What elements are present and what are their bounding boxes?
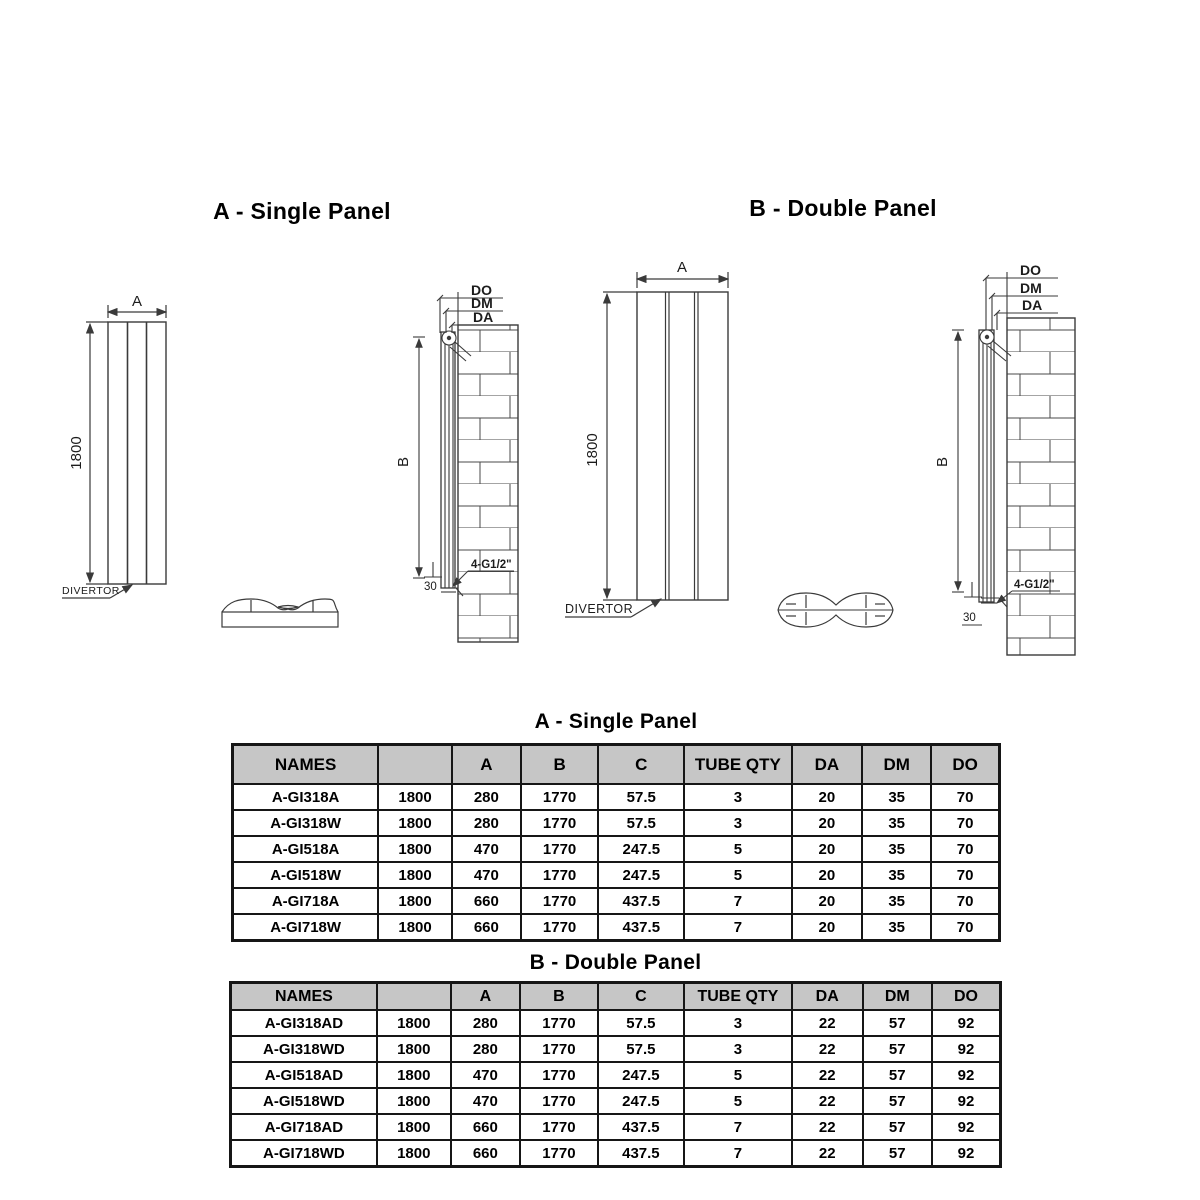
- table-cell: 70: [931, 862, 999, 888]
- table-cell: 20: [792, 914, 863, 941]
- table-row: [233, 810, 1000, 836]
- single-side-depth-label: B: [395, 456, 412, 468]
- table-cell: 70: [931, 784, 999, 810]
- table-cell: A-GI518A: [233, 836, 379, 862]
- table-cell: 3: [684, 1010, 792, 1036]
- double-thread-label: 4-G1/2": [1014, 579, 1055, 591]
- column-header: C: [598, 983, 684, 1011]
- table-row: [231, 1114, 1001, 1140]
- single-do-label: DO: [471, 282, 492, 298]
- table-cell: 3: [684, 810, 791, 836]
- table-cell: A-GI318AD: [231, 1010, 377, 1036]
- column-header: A: [451, 983, 520, 1011]
- double-offset-label: 30: [963, 612, 976, 624]
- table-cell: 20: [792, 810, 863, 836]
- table-cell: 57.5: [598, 1036, 684, 1062]
- table-cell: 70: [931, 810, 999, 836]
- single-divertor-label: DIVERTOR: [62, 585, 120, 597]
- table-cell: 92: [932, 1036, 1001, 1062]
- table-cell: 1770: [521, 888, 598, 914]
- table-cell: 5: [684, 1062, 792, 1088]
- table-cell: 1770: [520, 1088, 598, 1114]
- single-front-height-label: 1800: [68, 436, 85, 470]
- double-do-label: DO: [1020, 262, 1041, 278]
- table-cell: 57: [863, 1114, 932, 1140]
- table-cell: 92: [932, 1088, 1001, 1114]
- column-header: TUBE QTY: [684, 983, 792, 1011]
- table-row: [233, 888, 1000, 914]
- column-header: NAMES: [231, 983, 377, 1011]
- table-cell: 1770: [520, 1140, 598, 1167]
- table-row: [233, 862, 1000, 888]
- table-cell: 20: [792, 836, 863, 862]
- table-cell: 660: [451, 1114, 520, 1140]
- table-cell: 35: [862, 784, 931, 810]
- table-cell: 35: [862, 810, 931, 836]
- column-header: A: [452, 745, 521, 785]
- table-cell: A-GI518W: [233, 862, 379, 888]
- table-cell: 470: [452, 862, 521, 888]
- table-cell: 7: [684, 1114, 792, 1140]
- table-cell: 660: [452, 888, 521, 914]
- table-cell: 437.5: [598, 888, 684, 914]
- table-cell: 1770: [520, 1036, 598, 1062]
- table-cell: 1800: [377, 1140, 451, 1167]
- single-panel-table-title: A - Single Panel: [534, 710, 698, 733]
- table-cell: 57.5: [598, 810, 684, 836]
- single-thread-label: 4-G1/2": [471, 559, 512, 571]
- table-cell: 57: [863, 1088, 932, 1114]
- table-row: [231, 1140, 1001, 1167]
- table-cell: 57: [863, 1140, 932, 1167]
- table-cell: A-GI518AD: [231, 1062, 377, 1088]
- table-cell: 280: [451, 1036, 520, 1062]
- table-cell: A-GI318WD: [231, 1036, 377, 1062]
- table-cell: 247.5: [598, 836, 684, 862]
- table-cell: A-GI718AD: [231, 1114, 377, 1140]
- table-cell: 57: [863, 1062, 932, 1088]
- single-dm-label: DM: [471, 295, 493, 311]
- table-cell: 1800: [378, 784, 452, 810]
- table-cell: 35: [862, 914, 931, 941]
- table-cell: 470: [451, 1088, 520, 1114]
- table-cell: 57.5: [598, 784, 684, 810]
- table-cell: 660: [452, 914, 521, 941]
- table-cell: 20: [792, 862, 863, 888]
- table-cell: 7: [684, 1140, 792, 1167]
- table-cell: 1800: [377, 1036, 451, 1062]
- double-dm-label: DM: [1020, 280, 1042, 296]
- table-cell: 1800: [377, 1088, 451, 1114]
- table-cell: 1800: [378, 888, 452, 914]
- single-front-width-label: A: [131, 293, 143, 310]
- table-cell: A-GI518WD: [231, 1088, 377, 1114]
- column-header: [378, 745, 452, 785]
- single-panel-drawing-title: A - Single Panel: [213, 198, 391, 224]
- table-cell: 92: [932, 1140, 1001, 1167]
- table-cell: 5: [684, 1088, 792, 1114]
- table-cell: 5: [684, 836, 791, 862]
- table-cell: 22: [792, 1114, 863, 1140]
- table-cell: 22: [792, 1140, 863, 1167]
- table-cell: 35: [862, 862, 931, 888]
- table-cell: 1800: [378, 862, 452, 888]
- table-cell: 57.5: [598, 1010, 684, 1036]
- double-panel-table-section: [229, 951, 1002, 1168]
- table-cell: 280: [452, 784, 521, 810]
- table-cell: A-GI318W: [233, 810, 379, 836]
- table-cell: 70: [931, 836, 999, 862]
- table-cell: 1800: [377, 1010, 451, 1036]
- table-row: [233, 784, 1000, 810]
- table-cell: 1800: [378, 914, 452, 941]
- table-cell: 92: [932, 1010, 1001, 1036]
- table-cell: A-GI718A: [233, 888, 379, 914]
- double-front-width-label: A: [676, 259, 688, 276]
- single-panel-table-section: [231, 710, 1001, 942]
- table-cell: 1800: [378, 810, 452, 836]
- table-cell: 7: [684, 914, 791, 941]
- double-side-depth-label: B: [934, 456, 951, 468]
- column-header: NAMES: [233, 745, 379, 785]
- double-panel-side-view: [952, 272, 1075, 655]
- column-header: B: [521, 745, 598, 785]
- table-cell: A-GI318A: [233, 784, 379, 810]
- column-header: DO: [931, 745, 999, 785]
- table-cell: 1800: [377, 1062, 451, 1088]
- table-cell: A-GI718WD: [231, 1140, 377, 1167]
- double-panel-table: [229, 981, 1002, 1168]
- double-divertor-label: DIVERTOR: [565, 602, 634, 616]
- table-row: [231, 1036, 1001, 1062]
- table-cell: 92: [932, 1114, 1001, 1140]
- table-cell: 20: [792, 888, 863, 914]
- table-cell: A-GI718W: [233, 914, 379, 941]
- double-panel-drawing-title: B - Double Panel: [749, 195, 937, 221]
- table-cell: 70: [931, 914, 999, 941]
- table-cell: 470: [452, 836, 521, 862]
- table-cell: 1770: [521, 836, 598, 862]
- single-panel-section-view: [222, 599, 338, 627]
- table-cell: 1800: [377, 1114, 451, 1140]
- table-cell: 22: [792, 1036, 863, 1062]
- table-cell: 247.5: [598, 1088, 684, 1114]
- table-row: [233, 914, 1000, 941]
- table-cell: 22: [792, 1088, 863, 1114]
- table-cell: 280: [451, 1010, 520, 1036]
- table-cell: 1770: [521, 810, 598, 836]
- table-header-row: [231, 983, 1001, 1011]
- table-cell: 57: [863, 1010, 932, 1036]
- column-header: DA: [792, 983, 863, 1011]
- table-cell: 247.5: [598, 1062, 684, 1088]
- column-header: DM: [863, 983, 932, 1011]
- column-header: TUBE QTY: [684, 745, 791, 785]
- table-cell: 92: [932, 1062, 1001, 1088]
- table-row: [231, 1062, 1001, 1088]
- table-cell: 1770: [521, 784, 598, 810]
- column-header: DO: [932, 983, 1001, 1011]
- double-panel-table-title: B - Double Panel: [529, 951, 702, 974]
- table-cell: 247.5: [598, 862, 684, 888]
- table-cell: 3: [684, 784, 791, 810]
- table-cell: 437.5: [598, 914, 684, 941]
- table-cell: 5: [684, 862, 791, 888]
- table-cell: 280: [452, 810, 521, 836]
- column-header: B: [520, 983, 598, 1011]
- table-cell: 1770: [520, 1010, 598, 1036]
- table-cell: 35: [862, 888, 931, 914]
- double-da-label: DA: [1022, 297, 1043, 313]
- double-panel-section-view: [778, 593, 893, 627]
- column-header: DM: [862, 745, 931, 785]
- table-header-row: [233, 745, 1000, 785]
- single-offset-label: 30: [424, 581, 437, 593]
- table-cell: 35: [862, 836, 931, 862]
- table-cell: 1770: [520, 1062, 598, 1088]
- table-cell: 1770: [521, 862, 598, 888]
- double-front-height-label: 1800: [584, 433, 601, 467]
- column-header: C: [598, 745, 684, 785]
- table-cell: 1770: [520, 1114, 598, 1140]
- table-row: [233, 836, 1000, 862]
- table-cell: 57: [863, 1036, 932, 1062]
- table-cell: 437.5: [598, 1140, 684, 1167]
- table-cell: 22: [792, 1062, 863, 1088]
- single-da-label: DA: [473, 309, 494, 325]
- table-cell: 1800: [378, 836, 452, 862]
- table-cell: 7: [684, 888, 791, 914]
- table-cell: 470: [451, 1062, 520, 1088]
- column-header: DA: [792, 745, 863, 785]
- table-cell: 22: [792, 1010, 863, 1036]
- single-panel-table: [231, 743, 1001, 942]
- table-cell: 437.5: [598, 1114, 684, 1140]
- table-row: [231, 1010, 1001, 1036]
- table-row: [231, 1088, 1001, 1114]
- table-cell: 20: [792, 784, 863, 810]
- table-cell: 1770: [521, 914, 598, 941]
- table-cell: 660: [451, 1140, 520, 1167]
- table-cell: 70: [931, 888, 999, 914]
- column-header: [377, 983, 451, 1011]
- table-cell: 3: [684, 1036, 792, 1062]
